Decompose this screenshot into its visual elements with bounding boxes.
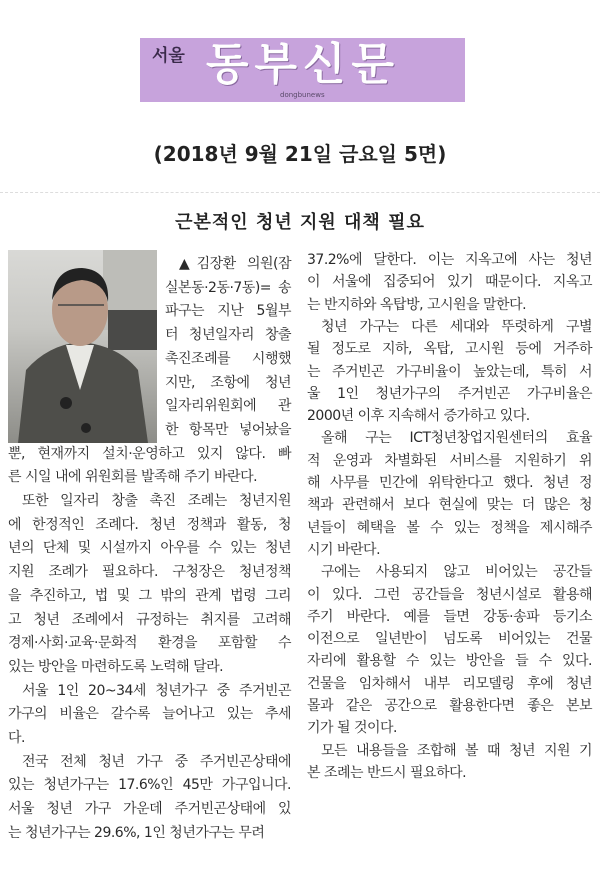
text-line: 뿐, 현재까지 설치·운영하고 있지 않다. 빠 [8,445,291,462]
text-line: 이 서울에 집중되어 있기 때문이다. 지옥고 [307,274,592,291]
text-line: 본 조례는 반드시 필요하다. [307,764,467,781]
text-line: 는 주거빈곤 가구비율이 높았는데, 특히 서 [307,363,592,380]
text-line: 고 청년 조례에서 규정하는 취지를 고려해 [8,611,291,628]
masthead-title: 동부신문 [206,39,401,90]
article-headline: 근본적인 청년 지원 대책 필요 [175,212,425,233]
text-line: 촉진조례를 시행했 [165,350,291,367]
text-line: 울 1인 청년가구의 주거빈곤 가구비율은 [307,385,592,402]
text-line: 경제·사회·교육·문화적 환경을 포함할 수 [8,635,291,652]
text-line: 37.2%에 달한다. 이는 지옥고에 사는 청년 [307,252,592,268]
text-line: 한 항목만 넣어놨을 [165,421,291,438]
text-line: 서울 청년 가구 가운데 주거빈곤상태에 있 [8,801,291,818]
text-line: 터 청년일자리 창출 [165,327,291,344]
councilor-photo [8,250,157,443]
text-line: 있는 청년가구는 17.6%인 45만 가구입니다. [8,777,291,794]
text-line: 청년 가구는 다른 세대와 뚜렷하게 구별 [321,318,592,335]
text-line: 이전으로 일년반이 넘도록 비어있는 건물 [307,631,592,648]
text-line: 실본동·2동·7동)= 송 [165,279,291,296]
text-line: 전국 전체 청년 가구 중 주거빈곤상태에 [22,753,291,770]
text-line: 시기 바란다. [307,541,381,558]
text-line: 기가 될 것이다. [307,720,397,737]
text-line: 몰과 같은 공간으로 활용한다면 좋은 본보 [307,698,592,714]
person-photo-icon [8,250,157,443]
text-line: 일자리위원회에 관 [165,398,291,415]
text-line: 될 정도로 지하, 옥탑, 고시원 등에 거주하 [307,341,592,358]
text-line: 2000년 이후 지속해서 증가하고 있다. [307,408,530,425]
text-line: 지원 조례가 필요하다. 구청장은 청년정책 [8,564,291,581]
text-line: ▲김장환 의원(잠 [179,256,291,272]
text-line: 올해 구는 ICT청년창업지원센터의 효율 [321,430,592,447]
text-line: 이 있다. 그런 공간들을 청년시설로 활용해 [307,586,592,603]
text-line: 년들이 혜택을 볼 수 있는 정책을 제시해주 [307,519,592,536]
text-line: 있는 방안을 마련하도록 노력해 달라. [8,658,224,675]
text-line: 건물을 임차해서 내부 리모델링 후에 청년 [307,675,592,692]
text-line: 른 시일 내에 위원회를 발족해 주기 바란다. [8,469,258,486]
text-line: 서울 1인 20~34세 청년가구 중 주거빈곤 [22,682,291,699]
text-line: 가구의 비율은 갈수록 늘어나고 있는 추세 [8,706,291,723]
text-line: 구에는 사용되지 않고 비어있는 공간들 [321,564,592,581]
text-line: 해 사무를 민간에 위탁한다고 했다. 청년 정 [307,475,592,491]
masthead-small-text: 서울 [152,46,185,66]
divider [0,192,600,193]
text-line: 또한 일자리 창출 촉진 조례는 청년지원 [22,493,291,509]
text-line: 주기 바란다. 예를 들면 강동·송파 등기소 [307,608,592,625]
text-line: 년의 단체 및 시설까지 아우를 수 있는 청년 [8,540,291,557]
text-line: 에 한정적인 조례다. 청년 정책과 활동, 청 [8,516,291,533]
masthead-url: dongbunews [280,91,325,99]
text-line: 파구는 지난 5월부 [165,303,291,320]
text-line: 을 추진하고, 법 및 그 밖의 관계 법령 그리 [8,587,291,604]
text-line: 적 운영과 차별화된 서비스를 지원하기 위 [307,452,592,469]
text-line: 자리에 활용할 수 있는 방안을 들 수 있다. [307,653,592,670]
text-line: 는 청년가구는 29.6%, 1인 청년가구는 무려 [8,824,265,841]
text-line: 책과 관련해서 보다 현실에 맞는 더 많은 청 [307,497,592,514]
masthead-logo [140,38,465,102]
text-line: 모든 내용들을 조합해 볼 때 청년 지원 기 [321,742,592,759]
text-line: 는 반지하와 옥탑방, 고시원을 말한다. [307,296,527,313]
publication-date: (2018년 9월 21일 금요일 5면) [153,142,447,166]
text-line: 지만, 조항에 청년 [165,374,291,391]
text-line: 다. [8,730,25,746]
